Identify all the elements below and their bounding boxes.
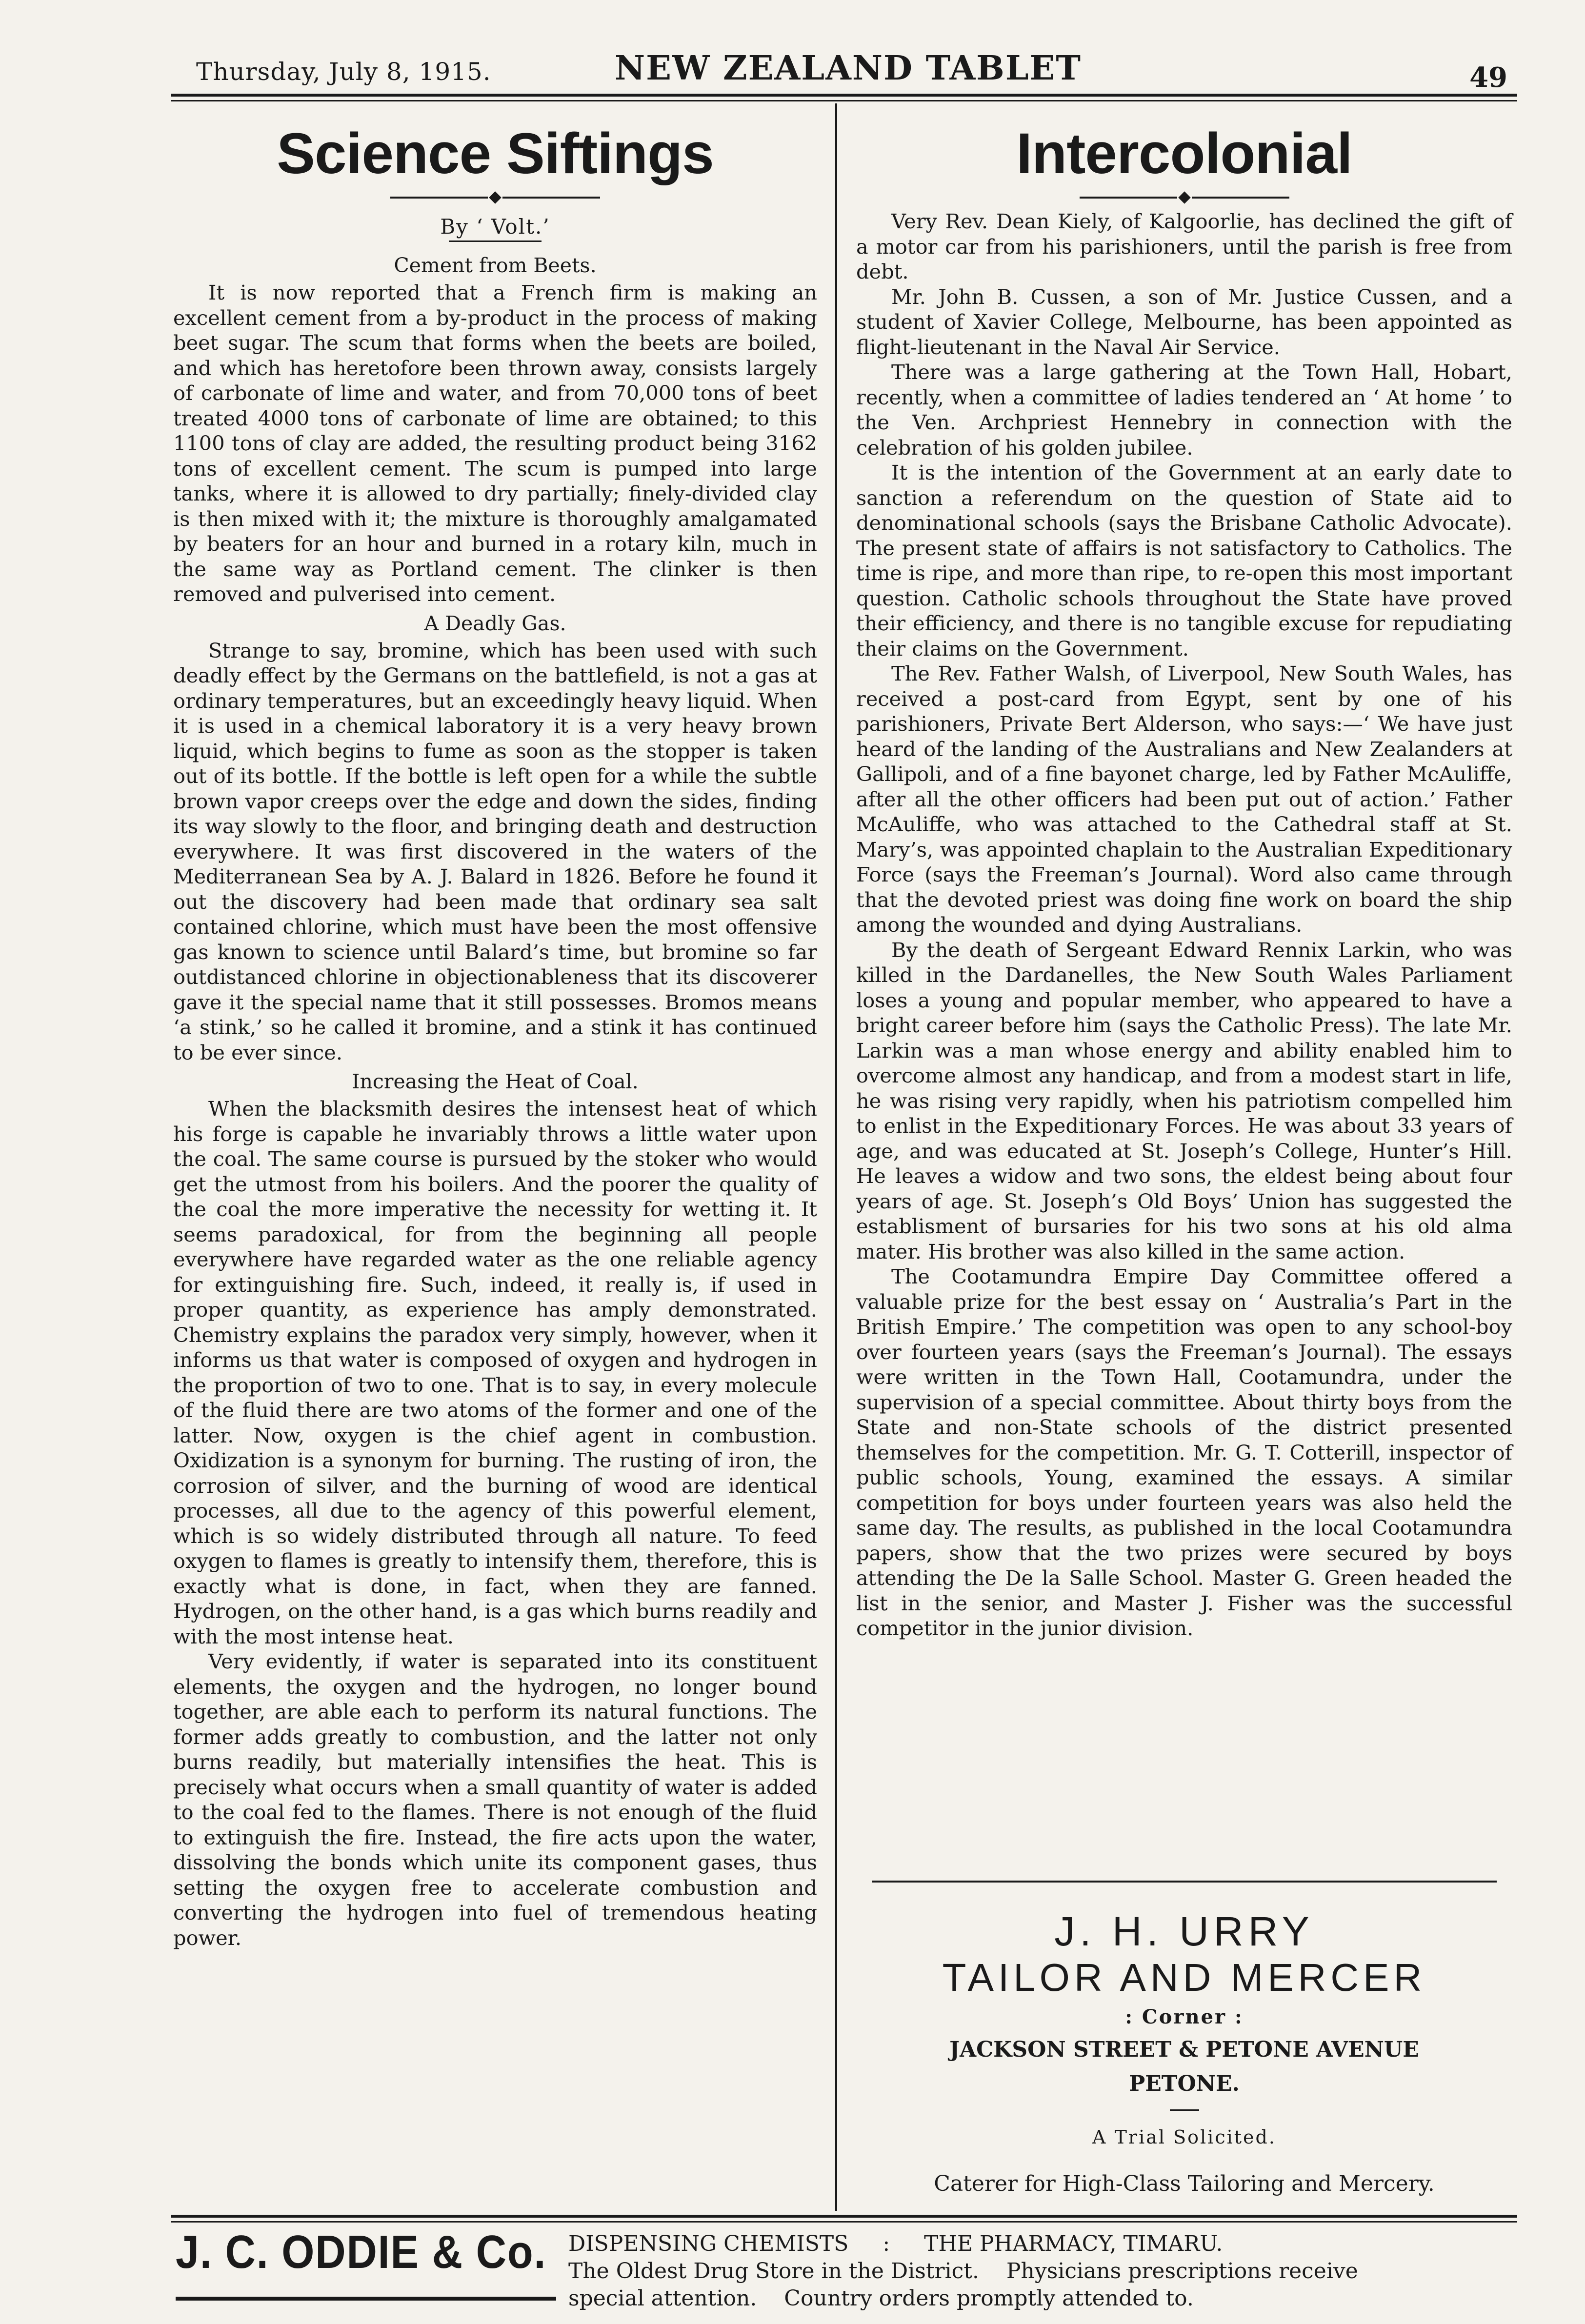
article-paragraph: Very evidently, if water is separated into its constituent elements, the oxygen and the hydrogen, no longer bound together, are able each to perform its natural functions. The former adds greatly to combustion, and the latter not only burns readily, but materially intensifies the heat. This is precisely what occurs when a small quantity of water is added to the coal fed to the flames. There is not enough of the fluid to extinguish the fire. Instead, the fire acts upon the water, dissolving the bonds which unite its component gases, thus setting the oxygen free to accelerate combustion and converting the hydrogen into fuel of tremendous heating power. bbox=[173, 1649, 817, 1950]
article-paragraph: When the blacksmith desires the intensest heat of which his forge is capable he invariably throws a little water upon the coal. The same course is pursued by the stoker who would get the utmost from his boilers. And the poorer the quality of the coal the more imperative the necessity for wetting it. It seems paradoxical, for from the beginning all people everywhere have regarded water as the one reliable agency for extinguishing fire. Such, indeed, it really is, if used in proper quantity, as experience has amply demonstrated. Chemistry explains the paradox very simply, however, when it informs us that water is composed of oxygen and hydrogen in the proportion of two to one. That is to say, in every molecule of the fluid there are two atoms of the former and one of the latter. Now, oxygen is the chief agent in combustion. Oxidization is a synonym for burning. The rusting of iron, the corrosion of silver, and the burning of wood are identical processes, all due to the agency of this powerful element, which is so widely distributed through all nature. To feed oxygen to flames is greatly to intensify them, therefore, this is exactly what is done, in fact, when they are fanned. Hydrogen, on the other hand, is a gas which burns readily and with the most intense heat. bbox=[173, 1097, 817, 1648]
news-paragraph: The Cootamundra Empire Day Committee offered a valuable prize for the best essay on ‘ Australia’s Part in the British Empire.’ The competition was open to any school-boy over fourteen years (says the Freeman’s Journal). The essays were written in the Town Hall, Cootamundra, under the supervision of a special committee. About thirty boys from the State and non-State schools of the district presented themselves for the competition. Mr. G. T. Cotterill, inspector of public schools, Young, examined the essays. A similar competition for boys under fourteen years was also held the same day. The results, as published in the local Cootamundra papers, show that the two prizes were secured by boys attending the De la Salle School. Master G. Green headed the list in the senior, and Master J. Fisher was the successful competitor in the junior division. bbox=[856, 1264, 1512, 1640]
article-paragraph: It is now reported that a French firm is making an excellent cement from a by-product in the process of making beet sugar. The scum that forms when the beets are boiled, and which has heretofore been thrown away, consists largely of carbonate of lime and water, and from 70,000 tons of beet treated 4000 tons of carbonate of lime are obtained; to this 1100 tons of clay are added, the resulting product being 3162 tons of excellent cement. The scum is pumped into large tanks, where it is allowed to dry partially; finely-divided clay is then mixed with it; the mixture is thoroughly amalgamated by beaters for an hour and burned in a rotary kiln, much in the same way as Portland cement. The clinker is then removed and pulverised into cement. bbox=[173, 280, 817, 606]
article-heading: Increasing the Heat of Coal. bbox=[352, 1070, 639, 1093]
header-date: Thursday, July 8, 1915. bbox=[196, 58, 491, 86]
title-ornament bbox=[856, 193, 1512, 202]
page-number: 49 bbox=[1469, 61, 1507, 94]
news-paragraph: By the death of Sergeant Edward Rennix Larkin, who was killed in the Dardanelles, the New South Wales Parliament loses a young and popular member, who appeared to have a bright career before him (says the Catholic Press). The late Mr. Larkin was a man whose energy and ability enabled him to overcome almost any handicap, and from a modest start in life, he was rising very rapidly, when his patriotism compelled him to enlist in the Expeditionary Forces. He was about 33 years of age, and was educated at St. Joseph’s College, Hunter’s Hill. He leaves a widow and two sons, the eldest being about four years of age. St. Joseph’s Old Boys’ Union has suggested the establisment of bursaries for his two sons at his old alma mater. His brother was also killed in the same action. bbox=[856, 938, 1512, 1263]
ad-short-rule bbox=[1170, 2109, 1199, 2111]
intercolonial-column bbox=[856, 122, 1512, 1641]
news-paragraph: Mr. John B. Cussen, a son of Mr. Justice Cussen, and a student of Xavier College, Melbourne, has been appointed as flight-lieutenant in the Naval Air Service. bbox=[856, 284, 1512, 359]
footer-firm-rule bbox=[176, 2297, 556, 2301]
news-paragraph: Very Rev. Dean Kiely, of Kalgoorlie, has declined the gift of a motor car from his parishioners, until the parish is free from debt. bbox=[856, 209, 1512, 283]
header-rule bbox=[171, 94, 1517, 97]
science-siftings-title: Science Siftings bbox=[277, 121, 714, 186]
masthead-title: NEW ZEALAND TABLET bbox=[615, 49, 1082, 88]
footer-line: The Oldest Drug Store in the District. Physicians prescriptions receive bbox=[568, 2259, 1358, 2284]
intercolonial-title: Intercolonial bbox=[1016, 121, 1352, 186]
ad-town: PETONE. bbox=[1129, 2071, 1240, 2096]
footer-rule bbox=[171, 2215, 1517, 2218]
footer-ad-text bbox=[568, 2230, 1520, 2312]
byline: By ‘ Volt.’ bbox=[440, 215, 550, 239]
urry-advertisement bbox=[856, 1881, 1512, 2196]
footer-rule-thin bbox=[171, 2221, 1517, 2223]
title-ornament bbox=[173, 193, 817, 202]
ad-business-name: J. H. URRY bbox=[1054, 1908, 1314, 1954]
article-heading: A Deadly Gas. bbox=[424, 611, 566, 635]
ad-caterer: Caterer for High-Class Tailoring and Mercery. bbox=[934, 2171, 1435, 2196]
news-paragraph: There was a large gathering at the Town Hall, Hobart, recently, when a committee of ladies tendered an ‘ At home ’ to the Ven. Archpriest Hennebry in connection with the celebration of his golden jubilee. bbox=[856, 360, 1512, 460]
column-divider bbox=[835, 103, 837, 2211]
news-paragraph: The Rev. Father Walsh, of Liverpool, New South Wales, has received a post-card from Egypt, sent by one of his parishioners, Private Bert Alderson, who says:—‘ We have just heard of the landing of the Australians and New Zealanders at Gallipoli, and of a fine bayonet charge, led by Father McAuliffe, after all the other officers had been put out of action.’ Father McAuliffe, who was attached to the Cathedral staff at St. Mary’s, was appointed chaplain to the Australian Expeditionary Force (says the Freeman’s Journal). Word also came through that the devoted priest was doing fine work on board the ship among the wounded and dying Australians. bbox=[856, 661, 1512, 937]
ad-rule bbox=[872, 1881, 1497, 1883]
footer-firm-name: J. C. ODDIE & Co. bbox=[176, 2226, 547, 2278]
footer-line: DISPENSING CHEMISTS : THE PHARMACY, TIMARU. bbox=[568, 2231, 1223, 2256]
science-siftings-column bbox=[173, 122, 817, 1950]
ad-trial: A Trial Solicited. bbox=[1092, 2126, 1276, 2148]
footer-line: special attention. Country orders promptly attended to. bbox=[568, 2286, 1194, 2311]
article-paragraph: Strange to say, bromine, which has been used with such deadly effect by the Germans on the battlefield, is not a gas at ordinary temperatures, but an exceedingly heavy liquid. When it is used in a chemical laboratory it is a very heavy brown liquid, which begins to fume as soon as the stopper is taken out of its bottle. If the bottle is left open for a while the subtle brown vapor creeps over the edge and down the sides, finding its way slowly to the floor, and bringing death and destruction everywhere. It was first discovered in the waters of the Mediterranean Sea by A. J. Balard in 1826. Before he found it out the discovery had been made that ordinary sea salt contained chlorine, which must have been the most offensive gas known to science until Balard’s time, but bromine so far outdistanced chlorine in objectionableness that its discoverer gave it the special name that it still possesses. Bromos means ‘a stink,’ so he called it bromine, and a stink it has continued to be ever since. bbox=[173, 638, 817, 1064]
page-header bbox=[166, 49, 1522, 93]
byline-rule bbox=[449, 240, 542, 242]
ad-corner: : Corner : bbox=[1125, 2005, 1244, 2028]
header-rule-thin bbox=[171, 100, 1517, 101]
ad-street: JACKSON STREET & PETONE AVENUE bbox=[949, 2037, 1419, 2062]
news-paragraph: It is the intention of the Government at an early date to sanction a referendum on the question of State aid to denominational schools (says the Brisbane Catholic Advocate). The present state of affairs is not satisfactory to Catholics. The time is ripe, and more than ripe, to re-open this most important question. Catholic schools throughout the State have proved their efficiency, and there is no tangible excuse for repudiating their claims on the Government. bbox=[856, 461, 1512, 661]
article-heading: Cement from Beets. bbox=[394, 254, 597, 277]
ad-trade: TAILOR AND MERCER bbox=[942, 1956, 1426, 1999]
